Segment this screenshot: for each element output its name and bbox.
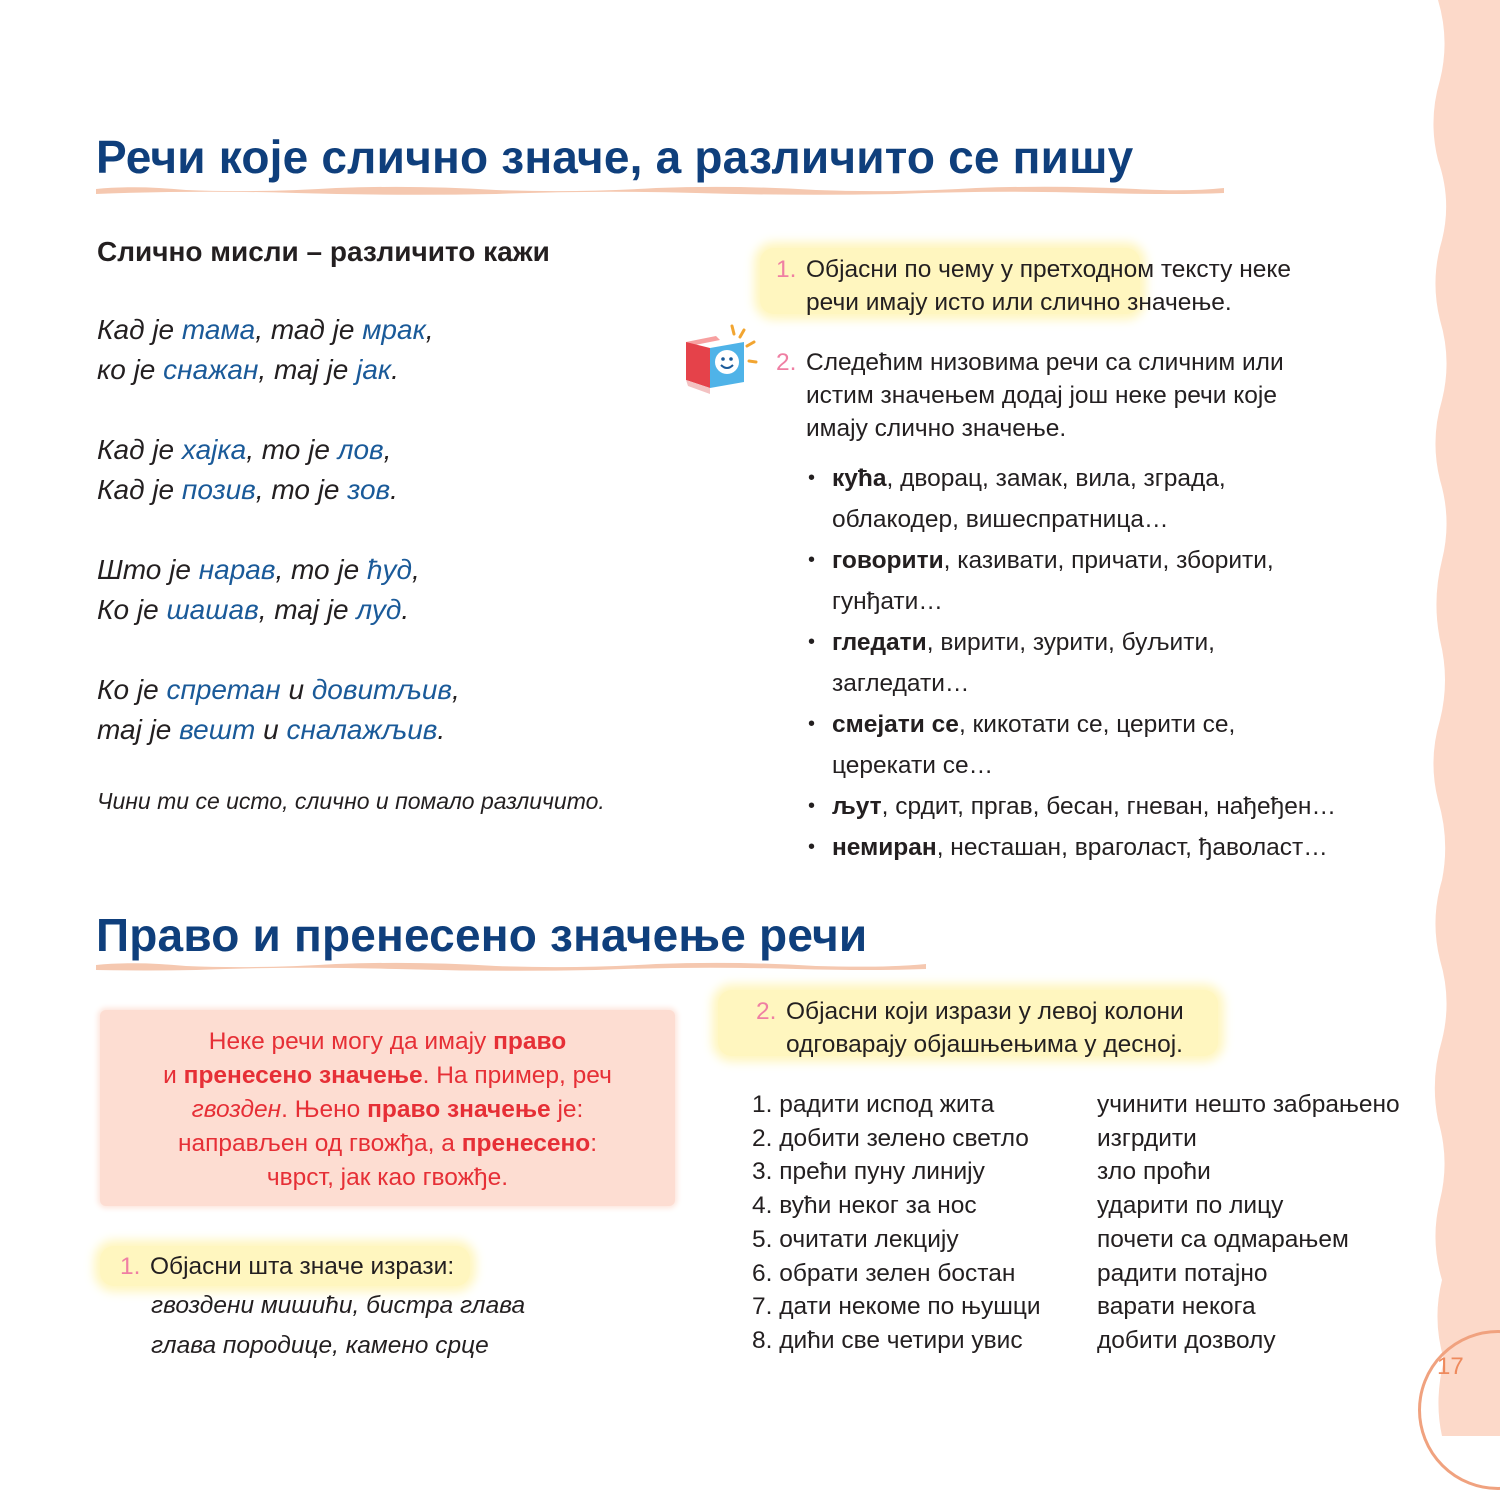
poem-verse: ко је снажан, тај је јак. [97,354,399,385]
task-number: 2. [776,349,797,376]
task-line: Објасни по чему у претходном тексту неке [806,256,1291,283]
task-line: Објасни који изрази у левој колони [786,998,1184,1025]
example-line: гвоздени мишићи, бистра глава [151,1292,526,1319]
task-1-expressions [120,1250,680,1283]
section-title-synonyms: Речи које слично значе, а различито се пишу [96,131,1134,183]
list-item: • гледати, вирити, зурити, буљити, загледати… [808,622,1408,704]
table-row [752,1122,1400,1156]
poem-note: Чини ти се исто, слично и помало различито. [97,788,605,814]
list-item: • љут, срдит, пргав, бесан, гневан, нађеђен… [808,786,1408,827]
expression: 3. прећи пуну линију [752,1158,985,1186]
expression: 1. радити испод жита [752,1091,995,1118]
table-row [752,1223,1400,1257]
task-number: 2. [756,998,777,1025]
page-number: 17 [1437,1353,1464,1380]
poem-verse: Кад је позив, то је зов. [97,474,398,505]
poem-stanza [97,310,717,390]
explanation: изгрдити [1097,1124,1197,1152]
task-2-synonyms [776,346,1396,445]
poem-verse: тај је вешт и сналажљив. [97,714,446,745]
list-item: • говорити, казивати, причати, зборити, гунђати… [808,540,1408,622]
synonym-list [808,458,1408,868]
poem-verse: Кад је хајка, то је лов, [97,434,392,465]
poem-stanza [97,430,717,510]
poem-verse: Што је нарав, то је ћуд, [97,554,420,585]
task-number: 1. [120,1253,141,1280]
poem-stanza [97,550,717,630]
table-row [752,1257,1400,1291]
list-item: • кућа, дворац, замак, вила, зграда, облакодер, вишеспратница… [808,458,1408,540]
expression: 8. дићи све четири увис [752,1326,1023,1354]
task-line: Објасни шта значе изрази: [150,1253,455,1280]
expression: 4. вући неког за нос [752,1192,977,1220]
explanation: зло проћи [1097,1158,1211,1186]
poem-verse: Кад је тама, тад је мрак, [97,314,434,345]
expression: 5. очитати лекцију [752,1225,959,1253]
poem-verse: Ко је шашав, тај је луд. [97,594,410,625]
explanation: варати некога [1097,1293,1256,1321]
explanation: ударити по лицу [1097,1192,1284,1220]
expression: 6. обрати зелен бостан [752,1259,1016,1287]
list-item: • немиран, несташан, враголаст, ђаволаст… [808,827,1408,868]
table-row [752,1189,1400,1223]
poem-verse: Ко је спретан и довитљив, [97,674,460,705]
task-number: 1. [776,256,797,283]
poem-stanza [97,670,717,750]
example-line: глава породице, камено срце [151,1332,489,1359]
title-underline [96,958,926,972]
explanation: добити дозволу [1097,1326,1276,1354]
section-title-meaning: Право и пренесено значење речи [96,909,868,961]
task-line: имају слично значење. [806,415,1067,442]
task-line: одговарају објашњењима у десној. [786,1031,1183,1058]
page-edge-decoration [1424,0,1500,1436]
table-row [752,1324,1400,1358]
expressions-table [752,1088,1400,1358]
task-line: Следећим низовима речи са сличним или [806,349,1284,376]
task-line: речи имају исто или слично значење. [806,289,1232,316]
table-row [752,1088,1400,1122]
task-1-synonyms [776,253,1396,319]
table-row [752,1290,1400,1324]
task-line: истим значењем додај још неке речи које [806,382,1277,409]
explanation: учинити нешто забрањено [1097,1091,1400,1118]
list-item: • смејати се, кикотати се, церити се, церекати се… [808,704,1408,786]
task-2-expressions [756,995,1416,1061]
explanation: почети са одмарањем [1097,1225,1349,1253]
table-row [752,1155,1400,1189]
explanation: радити потајно [1097,1259,1268,1287]
title-underline [96,182,1224,196]
rule-text: Неке речи могу да имају право и пренесено значење. На пример, реч гвозден. Њено право значење је: направљен од гвожђа, а пренесено: чврст, јак као гвожђе. [163,1028,612,1191]
poem-title: Слично мисли – различито кажи [97,236,550,267]
expression: 2. добити зелено светло [752,1124,1029,1152]
cube-mascot-icon [680,322,762,396]
poem [97,310,717,790]
expression: 7. дати некоме по њушци [752,1293,1041,1321]
